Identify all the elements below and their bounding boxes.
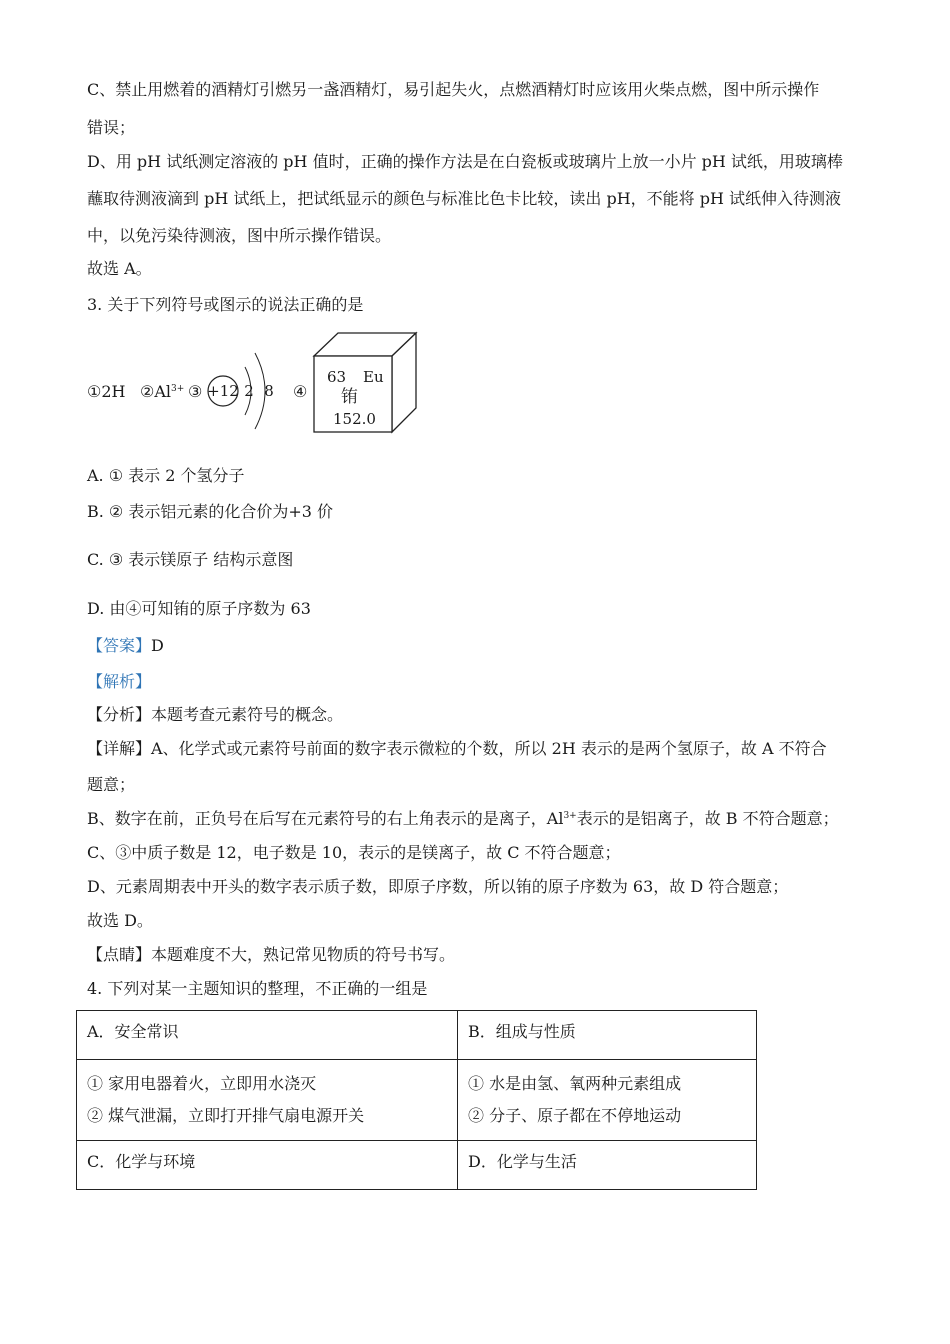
cell-a-body [77,1060,458,1141]
table-row [77,1011,757,1060]
q4-knowledge-table [76,1010,757,1190]
atomic-mass: 152.0 [333,410,376,428]
table-row [77,1141,757,1190]
shell-1-electrons: 2 [244,382,254,400]
atomic-number: 63 [327,368,347,386]
q4-stem: 4. 下列对某一主题知识的整理，不正确的一组是 [87,979,428,998]
nucleus-charge: +12 [207,382,239,400]
option-d-text-cont2: 中，以免污染待测液，图中所示操作错误。 [87,226,392,245]
choose-a-text: 故选 A。 [87,259,152,278]
cell-b-body [458,1060,757,1141]
b-text-pre: B、数字在前，正负号在后写在元素符号的右上角表示的是离子，Al [87,809,564,828]
fig-2h: ①2H [87,382,126,401]
cell-d-head: D．化学与生活 [458,1141,757,1190]
detail-explanation-a: 【详解】A、化学式或元素符号前面的数字表示微粒的个数，所以 2H 表示的是两个氢原子，故 A 不符合 [87,739,827,758]
cell-b-head: B．组成与性质 [458,1011,757,1060]
cell-a-item-2: ② 煤气泄漏，立即打开排气扇电源开关 [87,1106,365,1125]
answer-tag: 【答案】 [87,636,152,655]
q3-option-b: B. ② 表示铝元素的化合价为+3 价 [87,502,334,521]
detail-explanation-d: D、元素周期表中开头的数字表示质子数，即原子序数，所以铕的原子序数为 63，故 D 符合题意； [87,877,789,896]
q3-option-d: D. 由④可知铕的原子序数为 63 [87,599,311,618]
b-text-post: 表示的是铝离子，故 B 不符合题意； [576,809,839,828]
cell-c-head: C．化学与环境 [77,1141,458,1190]
q3-option-c: C. ③ 表示镁原子 结构示意图 [87,550,294,569]
option-d-text: D、用 pH 试纸测定溶液的 pH 值时，正确的操作方法是在白瓷板或玻璃片上放一小片 pH 试纸，用玻璃棒 [87,152,843,171]
answer-line [87,636,164,656]
answer-value: D [151,636,164,655]
element-name: 铕 [341,387,358,407]
detail-explanation-c: C、③中质子数是 12，电子数是 10，表示的是镁离子，故 C 不符合题意； [87,843,621,862]
q3-stem: 3. 关于下列符号或图示的说法正确的是 [87,295,364,314]
q3-option-a: A. ① 表示 2 个氢分子 [87,466,245,485]
q3-figure-row [87,330,447,440]
option-c-text: C、禁止用燃着的酒精灯引燃另一盏酒精灯，易引起失火，点燃酒精灯时应该用火柴点燃，图中所示操作 [87,80,820,99]
analysis-summary: 【分析】本题考查元素符号的概念。 [87,705,344,724]
option-c-text-cont: 错误； [87,118,136,137]
analysis-tag: 【解析】 [87,672,152,691]
option-d-text-cont1: 蘸取待测液滴到 pH 试纸上，把试纸显示的颜色与标准比色卡比较，读出 pH，不能将 pH 试纸伸入待测液 [87,189,842,208]
detail-explanation-b [87,809,839,829]
b-charge: 3+ [563,811,577,821]
cell-a-head: A．安全常识 [77,1011,458,1060]
cell-b-item-1: ① 水是由氢、氧两种元素组成 [468,1074,682,1093]
element-symbol: Eu [363,368,384,386]
fig3-label: ③ [188,382,203,401]
magnesium-ion-structure-diagram [205,330,285,440]
table-row [77,1060,757,1141]
periodic-table-cell-diagram [311,330,421,440]
choose-d-text: 故选 D。 [87,911,153,930]
detail-explanation-a-cont: 题意； [87,775,136,794]
cell-a-item-1: ① 家用电器着火，立即用水浇灭 [87,1074,317,1093]
fig-al-ion [140,382,184,401]
key-point: 【点睛】本题难度不大，熟记常见物质的符号书写。 [87,945,456,964]
al-text: ②Al [140,382,172,401]
shell-2-electrons: 8 [264,382,274,400]
al-charge: 3+ [171,384,185,394]
cell-b-item-2: ② 分子、原子都在不停地运动 [468,1106,682,1125]
fig4-label: ④ [293,382,308,401]
